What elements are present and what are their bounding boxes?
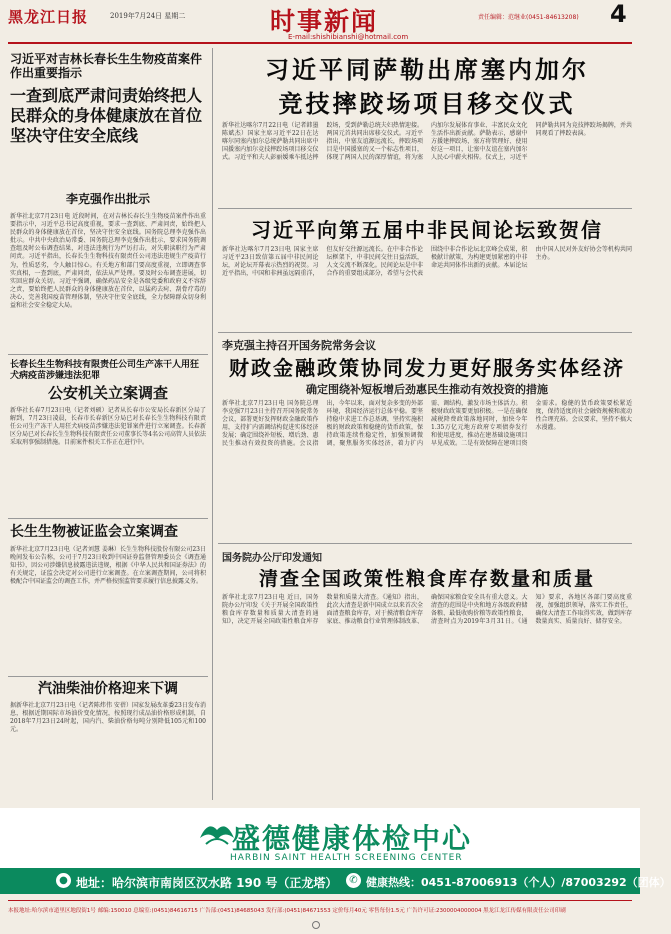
left-a2-body: 新华社长春7月23日电（记者刘硕）记者从长春市公安局长春新区分局了解到，7月23日凌晨，长春市长春新区分局已对长春长生生物科技有限责任公司生产冻干人用狂犬病疫苗涉嫌违法犯罪案件进行立案调查。长春新区分局已对长春长生生物科技有限责任公司董事长等4名公司高管人员依法采取刑事强制措施。目前案件相关工作正在进行中。 (10, 407, 206, 447)
ad-contact-bar (0, 868, 671, 894)
location-pin-icon: ● (56, 873, 71, 888)
left-a1-subhead: 李克强作出批示 (65, 192, 150, 206)
ad-address: 地址：哈尔滨市南岗区汉水路 190 号（正龙塔） (76, 876, 338, 890)
main-a1-body: 新华社达喀尔7月22日电（记者韩墨 陈斌杰）国家主席习近平22日在达喀尔同塞内加尔总统萨勒共同出席中国援塞内加尔竞技摔跤场项目移交仪式。习近平和夫人彭丽媛乘车抵达摔跤场，受到萨勒总统夫妇热情迎接。两国元首共同出席移交仪式。习近平指出，中塞友谊源远流长，摔跤场项目是中国援塞的又一个标志性项目，体现了两国人民的深厚情谊，将为塞内加尔发展体育事业、丰富民众文化生活作出新贡献。萨勒表示，感谢中方援建摔跤场，塞方将管理好、使用好这一项目，让塞中友谊在塞内加尔人民心中薪火相传。仪式上，习近平同萨勒共同为竞技摔跤场揭牌，并共同观看了摔跤表演。 (222, 122, 632, 162)
left-a4-headline: 汽油柴油价格迎来下调 (38, 681, 178, 697)
left-a3-headline: 长生生物被证监会立案调查 (10, 524, 178, 540)
section-email: E-mail:shishibianshi@hotmail.com (288, 33, 409, 41)
left-a2-subhead: 公安机关立案调查 (47, 384, 168, 402)
left-a1-kicker: 习近平对吉林长春长生生物疫苗案件作出重要指示 (10, 52, 203, 81)
main-a1-headline-line2: 竞技摔跤场项目移交仪式 (278, 90, 576, 118)
left-a1-body: 新华社北京7月23日电 近段时间，在对吉林长春长生生物疫苗案件作出重要指示中，习近平总书记高度重视，要求一查到底、严肃问责，始终把人民群众的身体健康放在首位，坚决守住安全底线。国务院总理李克强作出批示。中共中央政治局常委、国务院总理李克强作出批示，要求国务院调查组及时公布调查结果，对违法违规行为严厉打击，对失职渎职行为严肃问责。习近平指出，长春长生生物科技有限责任公司违法违规生产疫苗行为，性质恶劣，令人触目惊心。有关地方和部门要高度重视，立即调查事实真相，一查到底，严肃问责，依法从严处理。要及时公布调查进展，切实回应群众关切。习近平强调，确保药品安全是各级党委和政府义不容辞之责，要始终把人民群众的身体健康放在首位，以猛药去疴、刮骨疗毒的决心，完善我国疫苗管理体制，坚决守住安全底线，全力保障群众切身利益和社会安全稳定大局。 (10, 213, 206, 310)
left-a2-headline: 长春长生生物科技有限责任公司生产冻干人用狂犬病疫苗涉嫌违法犯罪 (10, 360, 200, 381)
editor-credit: 责任编辑：范继业(0451-84613208) (478, 14, 579, 21)
main-a2-headline: 习近平向第五届中非民间论坛致贺信 (251, 218, 603, 242)
ad-hotline: 健康热线：0451-87006913（个人）/87003292（团体） (366, 876, 671, 889)
registration-mark-icon (312, 921, 320, 929)
main-a4-kicker: 国务院办公厅印发通知 (222, 553, 322, 564)
left-a3-body: 新华社北京7月23日电（记者刘慧 姜琳）长生生物科技股份有限公司23日晚间发布公告称，公司于7月23日收到中国证券监督管理委员会《调查通知书》，因公司涉嫌信息披露违法违规，根据《中华人民共和国证券法》的有关规定，证监会决定对公司进行立案调查。在立案调查期间，公司将积极配合中国证监会的调查工作，并严格按照监管要求履行信息披露义务。 (10, 546, 206, 586)
main-a3-kicker: 李克强主持召开国务院常务会议 (222, 339, 376, 352)
main-a4-headline: 清查全国政策性粮食库存数量和质量 (258, 568, 595, 590)
main-a4-body: 新华社北京7月23日电 近日，国务院办公厅印发《关于开展全国政策性粮食库存数量和质量大清查的通知》，决定开展全国政策性粮食库存数量和质量大清查。《通知》指出，此次大清查是新中国成立以来首次全面清查粮食库存，对于摸清粮食库存家底、推动粮食行业管理体制改革、确保国家粮食安全具有重大意义。大清查的范围是中央和地方各级政府储备粮、最低收购价粮等政策性粮食，清查时点为2019年3月31日。《通知》要求，各地区各部门要高度重视，加强组织领导，落实工作责任，确保大清查工作取得实效，做到库存数量真实、质量良好、储存安全。 (222, 594, 632, 626)
rule (218, 543, 632, 544)
column-divider (212, 48, 213, 800)
rule (8, 518, 208, 519)
footer-info: 本报地址:哈尔滨市道里区地段街1号 邮编:150010 总编室:(0451)84616715 广告部:(0451)84685043 发行部:(0451)84671553 定价每月40元 零售每份1.5元 广告许可证:2300004000004 黑龙江龙江传媒有限责任公司印刷 (8, 908, 566, 914)
section-title: 时事新闻 (270, 7, 379, 36)
main-a1-headline-line1: 习近平同萨勒出席塞内加尔 (265, 56, 589, 84)
phone-icon: ✆ (346, 873, 361, 888)
main-a2-body: 新华社达喀尔7月23日电 国家主席习近平23日致信第五届中非民间论坛，对论坛开幕表示热烈的祝贺。习近平指出，中国和非洲虽远隔重洋，但友好交往源远流长。在中非合作论坛框架下，中非民间交往日益活跃，人文交流不断深化。民间论坛是中非合作的重要组成部分，希望与会代表围绕中非合作论坛北京峰会成果，积极献计献策，为构建更加紧密的中非命运共同体作出新的贡献。本届论坛由中国人民对外友好协会等机构共同主办。 (222, 246, 632, 278)
header-rule (8, 42, 632, 44)
rule (218, 332, 632, 333)
main-a3-headline: 财政金融政策协同发力更好服务实体经济 (229, 356, 625, 380)
issue-date: 2019年7月24日 星期二 (110, 12, 186, 20)
footer-rule (8, 900, 632, 901)
left-a1-headline: 一查到底严肃问责始终把人民群众的身体健康放在首位坚决守住安全底线 (10, 86, 203, 146)
rule (8, 676, 208, 677)
ad-center-english: HARBIN SAINT HEALTH SCREENING CENTER (230, 853, 463, 863)
ad-center-name: 盛德健康体检中心 (232, 822, 473, 855)
main-a3-subhead: 确定围绕补短板增后劲惠民生推动有效投资的措施 (306, 383, 548, 396)
rule (218, 208, 632, 209)
left-a4-body: 据新华社北京7月23日电（记者陈炜伟 安蓓）国家发展改革委23日发布消息，根据近期国际市场油价变化情况，按照现行成品油价格形成机制，自2018年7月23日24时起，国内汽、柴油价格每吨分别降低105元和100元。 (10, 702, 206, 734)
page-number: 4 (610, 0, 627, 28)
main-a3-body: 新华社北京7月23日电 国务院总理李克强7月23日主持召开国务院常务会议，部署更好发挥财政金融政策作用，支持扩内需调结构促进实体经济发展；确定围绕补短板、增后劲、惠民生推动有效投资的措施。会议指出，今年以来，面对复杂多变的外部环境，我国经济运行总体平稳。要坚持稳中求进工作总基调，坚持实施积极的财政政策和稳健的货币政策，保持政策连续性稳定性，加强预调微调，聚焦服务实体经济，着力扩内需、调结构，激发市场主体活力。积极财政政策要更加积极。一是在确保减税降费政策落地同时，加快今年1.35万亿元地方政府专项债券发行和使用进度，推动在建基础设施项目早见成效。二是有效保障在建项目资金需求。稳健的货币政策要松紧适度，保持适度的社会融资规模和流动性合理充裕。会议要求，坚持不搞大水漫灌。 (222, 400, 632, 448)
rule (8, 354, 208, 355)
masthead: 黑龙江日报 (8, 8, 89, 26)
